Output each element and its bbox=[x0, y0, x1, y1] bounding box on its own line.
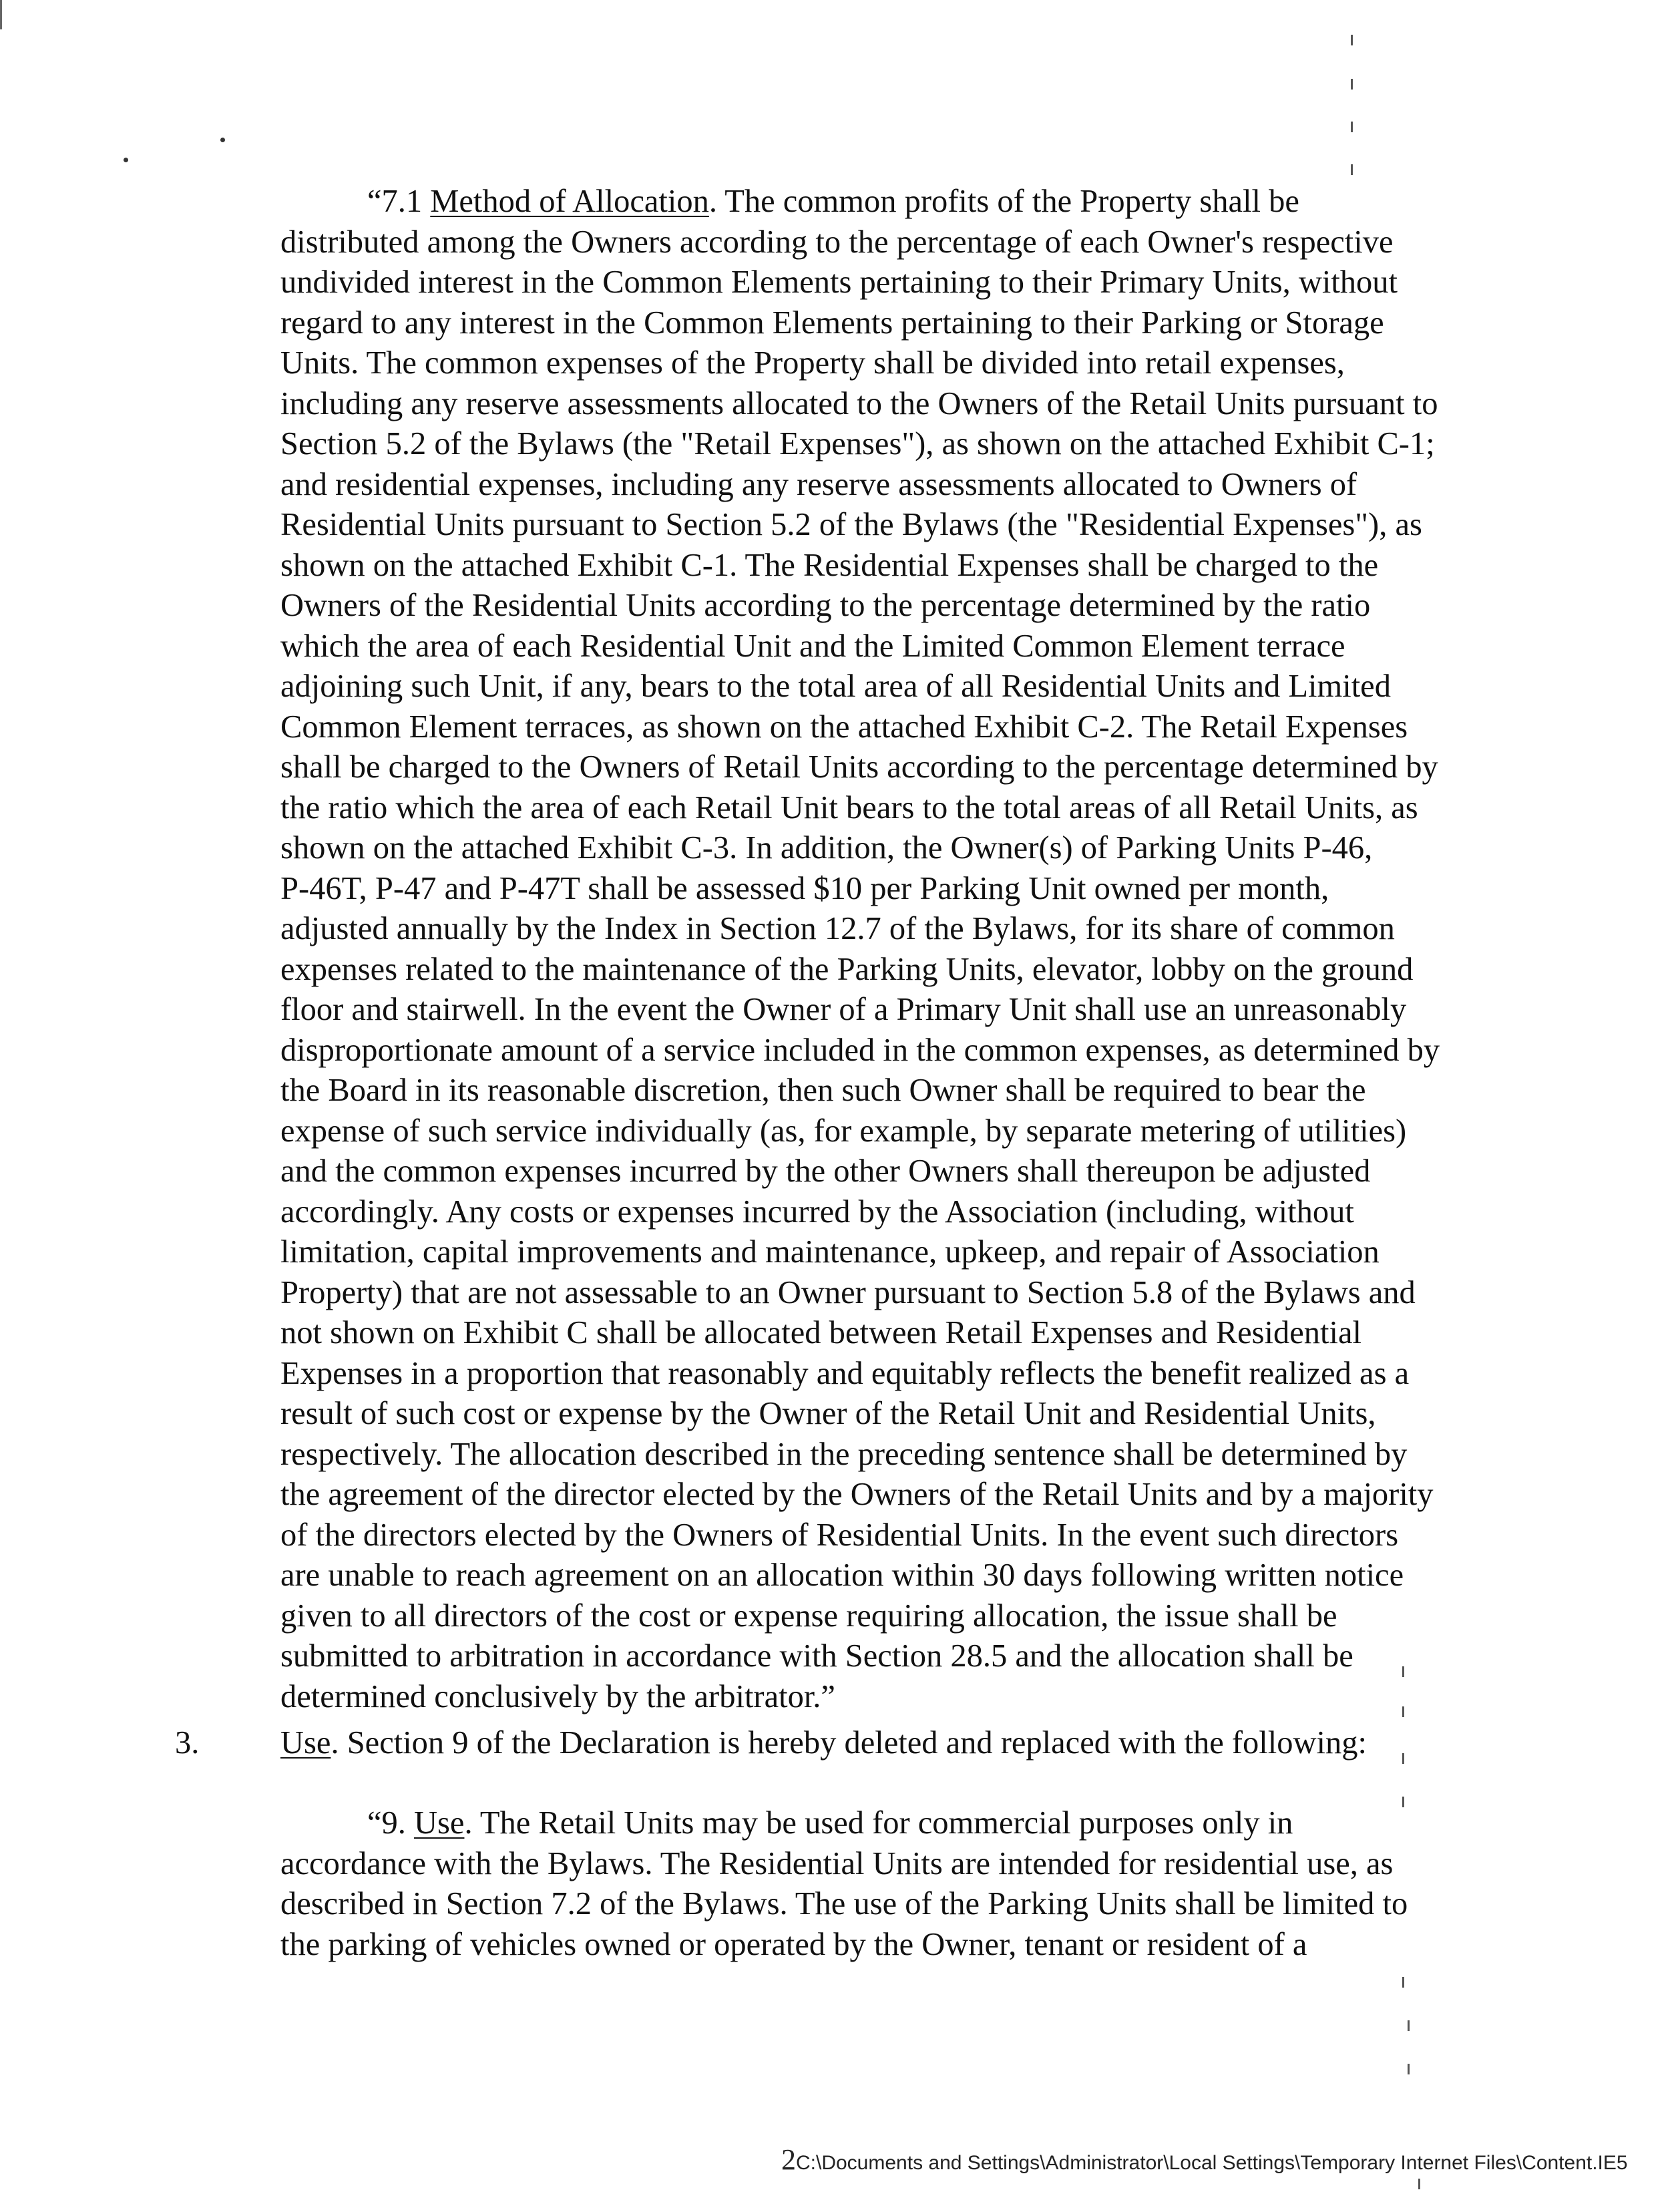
paragraph-line: are unable to reach agreement on an allocation within 30 days following written notice bbox=[280, 1557, 1404, 1593]
paragraph-line: undivided interest in the Common Elements pertaining to their Primary Units, without bbox=[280, 264, 1398, 300]
section-3-heading bbox=[175, 1723, 1367, 1764]
paragraph-line: regard to any interest in the Common Elements pertaining to their Parking or Storage bbox=[280, 305, 1384, 341]
paragraph-text: . The common profits of the Property shall be bbox=[708, 184, 1299, 219]
section-number: “9. bbox=[367, 1805, 415, 1841]
file-path: C:\Documents and Settings\Administrator\Local Settings\Temporary Internet Files\Content.IE5 bbox=[796, 2152, 1628, 2174]
paragraph-line: Section 5.2 of the Bylaws (the "Retail Expenses"), as shown on the attached Exhibit C-1; bbox=[280, 426, 1435, 462]
scan-margin-tick bbox=[1351, 164, 1353, 175]
paragraph-line: which the area of each Residential Unit and the Limited Common Element terrace bbox=[280, 628, 1345, 664]
paragraph-line: of the directors elected by the Owners of Residential Units. In the event such directors bbox=[280, 1517, 1399, 1553]
paragraph-line: shall be charged to the Owners of Retail Units according to the percentage determined by bbox=[280, 749, 1438, 785]
paragraph-text: . Section 9 of the Declaration is hereby deleted and replaced with the following: bbox=[331, 1725, 1367, 1761]
scan-margin-tick bbox=[1402, 1753, 1404, 1764]
page-footer bbox=[781, 2143, 1680, 2177]
paragraph-line: submitted to arbitration in accordance with Section 28.5 and the allocation shall be bbox=[280, 1638, 1353, 1674]
scan-edge-mark bbox=[0, 0, 2, 29]
scan-margin-tick bbox=[1351, 35, 1353, 45]
paragraph-line: Common Element terraces, as shown on the attached Exhibit C-2. The Retail Expenses bbox=[280, 709, 1408, 745]
paragraph-line: Expenses in a proportion that reasonably and equitably reflects the benefit realized as a bbox=[280, 1355, 1410, 1391]
paragraph-line: adjoining such Unit, if any, bears to the total area of all Residential Units and Limited bbox=[280, 669, 1391, 704]
scan-margin-tick bbox=[1418, 2179, 1420, 2189]
paragraph-line: distributed among the Owners according to the percentage of each Owner's respective bbox=[280, 224, 1394, 260]
paragraph-line: and residential expenses, including any reserve assessments allocated to Owners of bbox=[280, 466, 1357, 502]
paragraph-line: expenses related to the maintenance of the Parking Units, elevator, lobby on the ground bbox=[280, 951, 1414, 987]
paragraph-line: Property) that are not assessable to an Owner pursuant to Section 5.8 of the Bylaws and bbox=[280, 1274, 1416, 1310]
paragraph-line: shown on the attached Exhibit C-3. In addition, the Owner(s) of Parking Units P-46, bbox=[280, 830, 1373, 866]
scan-margin-tick bbox=[1408, 2064, 1410, 2074]
section-number: 3. bbox=[175, 1725, 200, 1761]
paragraph-line: not shown on Exhibit C shall be allocated between Retail Expenses and Residential bbox=[280, 1315, 1361, 1350]
section-number: “7.1 bbox=[367, 184, 431, 219]
scan-margin-tick bbox=[1408, 2020, 1410, 2031]
paragraph-line: Residential Units pursuant to Section 5.2 of the Bylaws (the "Residential Expenses"), as bbox=[280, 507, 1422, 542]
paragraph-line: adjusted annually by the Index in Section 12.7 of the Bylaws, for its share of common bbox=[280, 911, 1395, 946]
section-7-1-paragraph bbox=[280, 182, 1496, 1717]
paragraph-line: Owners of the Residential Units according to the percentage determined by the ratio bbox=[280, 588, 1371, 623]
paragraph-line: limitation, capital improvements and maintenance, upkeep, and repair of Association bbox=[280, 1234, 1380, 1270]
section-heading: Use bbox=[414, 1805, 465, 1841]
paragraph-line: the ratio which the area of each Retail Unit bears to the total areas of all Retail Units, as bbox=[280, 789, 1418, 825]
paragraph-line: the parking of vehicles owned or operated by the Owner, tenant or resident of a bbox=[280, 1926, 1307, 1962]
section-9-1-paragraph bbox=[280, 1803, 1496, 1965]
paragraph-line: including any reserve assessments allocated to the Owners of the Retail Units pursuant to bbox=[280, 385, 1438, 421]
paragraph-line: the Board in its reasonable discretion, then such Owner shall be required to bear the bbox=[280, 1073, 1366, 1108]
paragraph-line: described in Section 7.2 of the Bylaws. The use of the Parking Units shall be limited to bbox=[280, 1886, 1408, 1921]
paragraph-line: disproportionate amount of a service included in the common expenses, as determined by bbox=[280, 1032, 1440, 1068]
page-number: 2 bbox=[781, 2143, 796, 2176]
paragraph-line: expense of such service individually (as, for example, by separate metering of utilities) bbox=[280, 1113, 1407, 1149]
section-heading: Use bbox=[280, 1725, 331, 1761]
paragraph-line: accordance with the Bylaws. The Residential Units are intended for residential use, as bbox=[280, 1845, 1394, 1881]
paragraph-line: shown on the attached Exhibit C-1. The Residential Expenses shall be charged to the bbox=[280, 547, 1379, 583]
paragraph-line: floor and stairwell. In the event the Owner of a Primary Unit shall use an unreasonably bbox=[280, 992, 1407, 1027]
paragraph-line bbox=[280, 182, 1496, 222]
scan-speck bbox=[220, 138, 225, 142]
scan-margin-tick bbox=[1351, 79, 1353, 89]
paragraph-line: respectively. The allocation described in the preceding sentence shall be determined by bbox=[280, 1436, 1408, 1472]
paragraph-line: determined conclusively by the arbitrator.” bbox=[280, 1678, 835, 1714]
paragraph-line: the agreement of the director elected by the Owners of the Retail Units and by a majority bbox=[280, 1477, 1434, 1512]
scan-margin-tick bbox=[1402, 1977, 1404, 1988]
scan-speck bbox=[124, 158, 128, 162]
paragraph-line: P-46T, P-47 and P-47T shall be assessed $10 per Parking Unit owned per month, bbox=[280, 870, 1329, 906]
paragraph-line: result of such cost or expense by the Owner of the Retail Unit and Residential Units, bbox=[280, 1396, 1376, 1431]
section-heading: Method of Allocation bbox=[430, 184, 709, 219]
paragraph-text: . The Retail Units may be used for commercial purposes only in bbox=[464, 1805, 1293, 1841]
paragraph-line: and the common expenses incurred by the other Owners shall thereupon be adjusted bbox=[280, 1153, 1371, 1189]
paragraph-line bbox=[280, 1803, 1496, 1844]
paragraph-line: given to all directors of the cost or expense requiring allocation, the issue shall be bbox=[280, 1598, 1337, 1634]
paragraph-line: Units. The common expenses of the Property shall be divided into retail expenses, bbox=[280, 345, 1345, 381]
paragraph-line: accordingly. Any costs or expenses incurred by the Association (including, without bbox=[280, 1194, 1354, 1230]
scan-margin-tick bbox=[1351, 122, 1353, 132]
